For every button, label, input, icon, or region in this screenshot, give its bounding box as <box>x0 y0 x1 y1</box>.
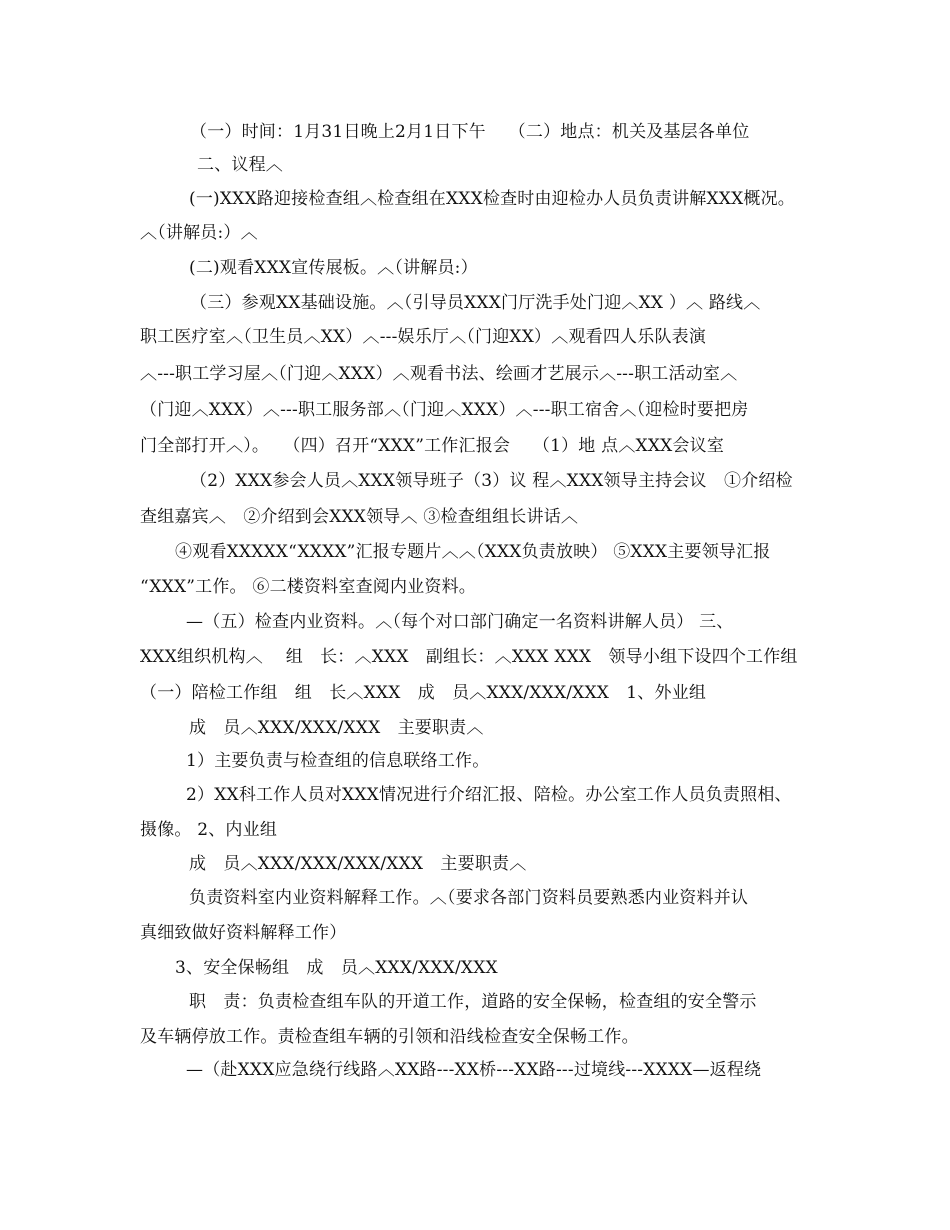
text-line: （2）XXX参会人员︿XXX领导班子（3）议 程︿XXX领导主持会议 ①介绍检 <box>190 471 793 491</box>
text-line: (一)XXX路迎接检查组︿检查组在XXX检查时由迎检办人员负责讲解XXX概况。 <box>189 189 795 209</box>
text-line: （一）陪检工作组 组 长︿XXX 成 员︿XXX/XXX/XXX 1、外业组 <box>140 683 707 703</box>
text-line: 门全部打开︿）。 （四）召开“XXX”工作汇报会 （1）地 点︿XXX会议室 <box>140 436 725 456</box>
text-line: （三）参观XX基础设施。︿（引导员XXX门厅洗手处门迎︿XX ）︿ 路线︿ <box>190 293 761 313</box>
text-line: 二、议程︿ <box>197 155 283 175</box>
text-line: 职 责：负责检查组车队的开道工作，道路的安全保畅，检查组的安全警示 <box>189 992 757 1012</box>
text-line: ︿（讲解员:）︿ <box>140 223 258 243</box>
text-line: 3、安全保畅组 成 员︿XXX/XXX/XXX <box>175 958 498 978</box>
text-line: 成 员︿XXX/XXX/XXX/XXX 主要职责︿ <box>189 854 527 874</box>
text-line: (二)观看XXX宣传展板。︿（讲解员:） <box>189 258 478 278</box>
text-line: （门迎︿XXX）︿---职工服务部︿（门迎︿XXX）︿---职工宿舍︿（迎检时要把房 <box>140 400 749 420</box>
text-line: 职工医疗室︿（卫生员︿XX）︿---娱乐厅︿（门迎XX）︿观看四人乐队表演 <box>140 327 707 347</box>
text-line: —（赴XXX应急绕行线路︿XX路---XX桥---XX路---过境线---XXXX—返程绕 <box>186 1060 762 1080</box>
text-line: “XXX”工作。 ⑥二楼资料室查阅内业资料。 <box>140 577 476 597</box>
text-line: 1）主要负责与检查组的信息联络工作。 <box>186 751 490 771</box>
text-line: ︿---职工学习屋︿（门迎︿XXX）︿观看书法、绘画才艺展示︿---职工活动室︿ <box>140 364 738 384</box>
text-line: —（五）检查内业资料。︿（每个对口部门确定一名资料讲解人员） 三、 <box>186 612 734 632</box>
text-line: 及车辆停放工作。责检查组车辆的引领和沿线检查安全保畅工作。 <box>140 1027 639 1047</box>
text-line: 真细致做好资料解释工作） <box>140 923 347 943</box>
text-line: （一）时间：1月31日晚上2月1日下午 （二）地点：机关及基层各单位 <box>190 122 750 142</box>
text-line: XXX组织机构︿ 组 长：︿XXX 副组长：︿XXX XXX 领导小组下设四个工作组 <box>140 647 798 667</box>
text-line: 成 员︿XXX/XXX/XXX 主要职责︿ <box>189 718 484 738</box>
text-line: ④观看XXXXX“XXXX”汇报专题片︿︿（XXX负责放映） ⑤XXX主要领导汇报 <box>175 542 771 562</box>
text-line: 查组嘉宾︿ ②介绍到会XXX领导︿ ③检查组组长讲话︿ <box>140 507 579 527</box>
text-line: 2）XX科工作人员对XXX情况进行介绍汇报、陪检。办公室工作人员负责照相、 <box>186 785 792 805</box>
text-line: 负责资料室内业资料解释工作。︿（要求各部门资料员要熟悉内业资料并认 <box>189 888 749 908</box>
text-line: 摄像。 2、内业组 <box>140 820 278 840</box>
